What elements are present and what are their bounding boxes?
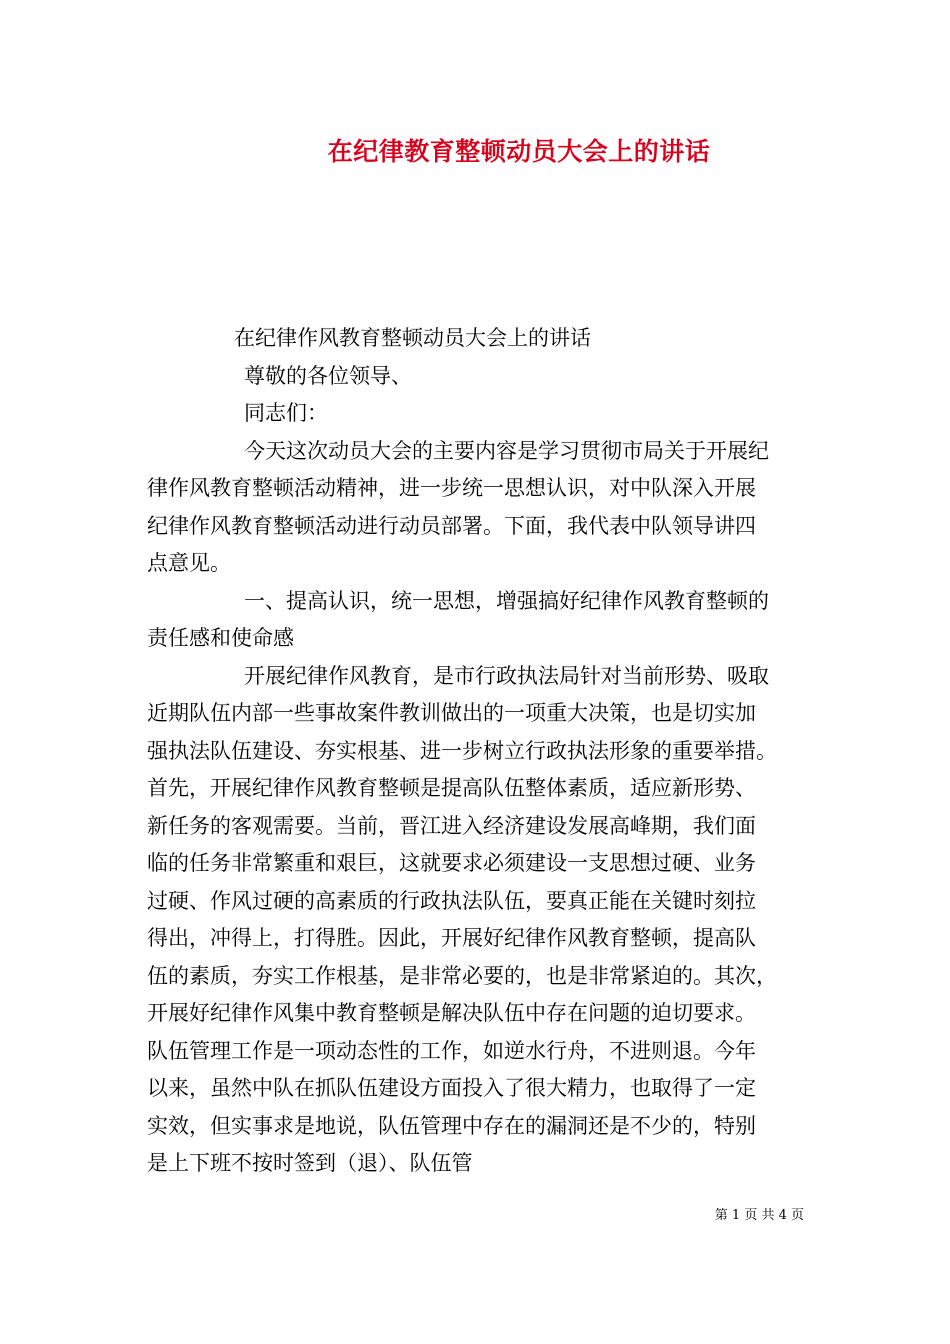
section-heading-line: 一、提高认识，统一思想，增强搞好纪律作风教育整顿的 bbox=[244, 588, 769, 613]
paragraph-line: 新任务的客观需要。当前，晋江进入经济建设发展高峰期，我们面 bbox=[147, 813, 756, 838]
paragraph-line: 是上下班不按时签到（退）、队伍管 bbox=[147, 1151, 473, 1175]
page-number: 第 1 页 共 4 页 bbox=[714, 1208, 804, 1223]
paragraph-line: 得出，冲得上，打得胜。因此，开展好纪律作风教育整顿，提高队 bbox=[147, 926, 756, 950]
document-body bbox=[147, 320, 807, 1183]
paragraph-line: 临的任务非常繁重和艰巨，这就要求必须建设一支思想过硬、业务 bbox=[147, 851, 756, 875]
greeting-line: 同志们： bbox=[244, 401, 328, 425]
speech-subtitle: 在纪律作风教育整顿动员大会上的讲话 bbox=[234, 326, 591, 350]
paragraph-line: 律作风教育整顿活动精神，进一步统一思想认识，对中队深入开展 bbox=[147, 476, 756, 500]
paragraph-line: 开展纪律作风教育，是市行政执法局针对当前形势、吸取 bbox=[244, 663, 769, 688]
paragraph-line: 开展好纪律作风集中教育整顿是解决队伍中存在问题的迫切要求。 bbox=[147, 1001, 756, 1025]
paragraph-line: 伍的素质，夯实工作根基，是非常必要的，也是非常紧迫的。其次， bbox=[147, 963, 777, 988]
paragraph-line: 纪律作风教育整顿活动进行动员部署。下面，我代表中队领导讲四 bbox=[147, 513, 756, 538]
greeting-line: 尊敬的各位领导、 bbox=[244, 363, 412, 388]
section-heading-line: 责任感和使命感 bbox=[147, 626, 294, 650]
paragraph-line: 强执法队伍建设、夯实根基、进一步树立行政执法形象的重要举措。 bbox=[147, 738, 777, 763]
paragraph-line: 今天这次动员大会的主要内容是学习贯彻市局关于开展纪 bbox=[244, 438, 769, 463]
paragraph-line: 过硬、作风过硬的高素质的行政执法队伍，要真正能在关键时刻拉 bbox=[147, 888, 756, 913]
paragraph-line: 首先，开展纪律作风教育整顿是提高队伍整体素质，适应新形势、 bbox=[147, 776, 756, 800]
paragraph-line: 以来，虽然中队在抓队伍建设方面投入了很大精力，也取得了一定 bbox=[147, 1076, 756, 1100]
paragraph-line: 队伍管理工作是一项动态性的工作，如逆水行舟，不进则退。今年 bbox=[147, 1038, 756, 1063]
paragraph-line: 实效，但实事求是地说，队伍管理中存在的漏洞还是不少的，特别 bbox=[147, 1113, 756, 1138]
paragraph-line: 近期队伍内部一些事故案件教训做出的一项重大决策，也是切实加 bbox=[147, 701, 756, 725]
document-title: 在纪律教育整顿动员大会上的讲话 bbox=[327, 137, 711, 166]
paragraph-line: 点意见。 bbox=[147, 551, 231, 575]
